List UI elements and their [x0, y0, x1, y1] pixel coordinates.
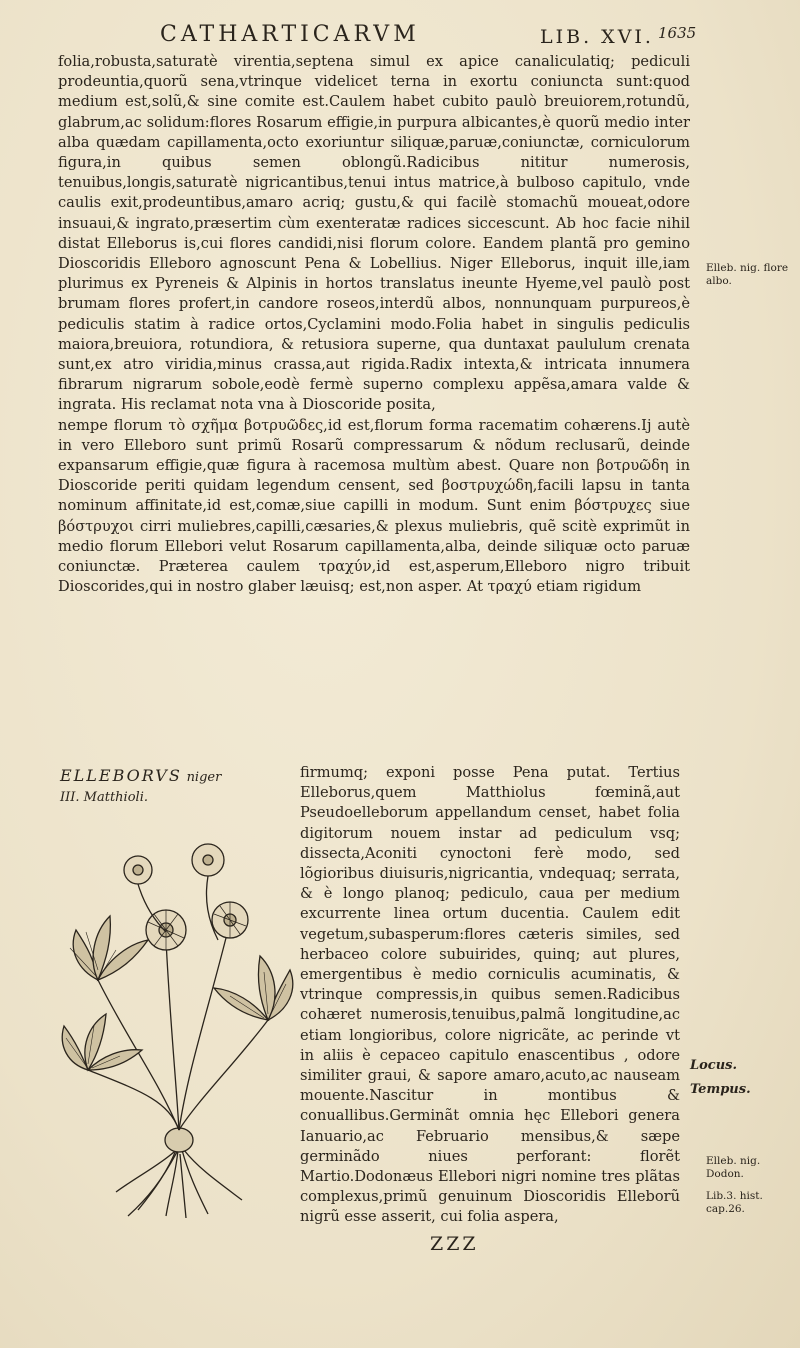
figure-caption-name: ELLEBORVS — [60, 766, 182, 785]
plant-drawing — [58, 820, 302, 1220]
running-title: CATHARTICARVM — [160, 22, 420, 47]
figure-caption — [60, 766, 290, 807]
running-header — [160, 22, 700, 52]
folio-number: 1635 — [658, 24, 697, 42]
margin-note-lib: Lib.3. hist. cap.26. — [706, 1190, 763, 1215]
hellebore-woodcut-illustration — [58, 820, 302, 1220]
figure-caption-number: III. Matthioli. — [60, 790, 148, 805]
figure-caption-qualifier: niger — [186, 770, 222, 785]
lower-text-block — [300, 763, 680, 1228]
paragraph-lower: firmumq; exponi posse Pena putat. Tertius Elleborus,quem Matthiolus fœminã,aut Pseudoelleborum appellandum censet, habet folia digitorum nouem instar ad pediculum vsq; dissecta,Aconiti cynoctoni ferè modo, sed lõgioribus diuisuris,nigricantia, vndequaq; serrata, & è longo planoq; pediculo, caua per medium excurrente linea ortum ducentia. Caulem edit vegetum,subasperum:flores cæteris similes, sed herbaceo colore subuirides, quinq; aut plures, emergentibus è medio corniculis acuminatis, & vtrinque compressis,in quibus semen.Radicibus cohæret numerosis,tenuibus,palmã longitudine,ac etiam longioribus, colore nigricãte, ac perinde vt in aliis è cepaceo capitulo enascentibus , odore similiter graui, & sapore amaro,acuto,ac nauseam mouente.Nascitur in montibus & conuallibus.Germinãt omnia hęc Ellebori genera Ianuario,ac Februario mensibus,& sæpe germinãdo niues perforant: florẽt Martio.Dodonæus Ellebori nigri nomine tres plãtas complexus,primũ genuinum Dioscoridis Elleborũ nigrũ esse asserit, cui folia aspera, — [300, 764, 680, 1226]
catchword: ZZZ — [430, 1233, 479, 1255]
main-text-block — [58, 52, 690, 597]
margin-note-flore-albo: Elleb. nig. flore albo. — [706, 262, 789, 287]
book-number: LIB. XVI. — [540, 26, 654, 48]
margin-note-locus: Locus. — [690, 1058, 738, 1073]
margin-note-dodon: Elleb. nig. Dodon. — [706, 1155, 761, 1180]
paragraph-greek: nempe florum τὸ σχῆμα βοτρυῶδες,id est,florum forma racematim cohærens.Ij autè in vero Elleboro sunt primũ Rosarũ compressarum & nõdum reclusarũ, deinde expansarum effigie,quæ figura à racemosa multùm abest. Quare non βοτρυῶδη in Dioscoride periti quidam legendum censent, sed βοστρυχώδη,facili lapsu in tanta nominum affinitate,id est,comæ,siue capilli in modum. Sunt enim βόστρυχες siue βόστρυχοι cirri muliebres,capilli,cæsaries,& plexus muliebris, quẽ scitè exprimũt in medio florum Ellebori velut Rosarum capillamenta,alba, deinde siliquæ octo paruæ coniunctæ. Præterea caulem τραχύν,id est,asperum,Elleboro nigro tribuit Dioscorides,qui in nostro glaber læuisq; est,non asper. At τραχύ etiam rigidum — [58, 416, 690, 596]
margin-note-tempus: Tempus. — [690, 1082, 751, 1097]
paragraph-top: folia,robusta,saturatè virentia,septena simul ex apice canaliculatiq; pediculi prodeuntia,quorũ sena,vtrinque videlicet terna in exortu coniuncta sunt:quod medium est,solũ,& sine comite est.Caulem habet cubito paulò breuiorem,rotundũ, glabrum,ac solidum:flores Rosarum effigie,in purpura albicantes,è quorũ medio inter alba quædam capillamenta,octo exoriuntur siliquæ,paruæ,coniunctæ, corniculorum figura,in quibus semen oblongũ.Radicibus nititur numerosis, tenuibus,longis,saturatè nigricantibus,tenui intus matrice,à bulboso capitulo, vnde caulis exit,prodeuntibus,amaro acriq; gustu,& qui facilè stomachũ moueat,odore insuaui,& ingrato,præsertim cùm exenteratæ radices siccescunt. Ab hoc facie nihil distat Elleborus is,cui flores candidi,nisi florum colore. Eandem plantã pro gemino Dioscoridis Elleboro agnoscunt Pena & Lobellius. Niger Elleborus, inquit ille,iam plurimus ex Pyreneis & Alpinis in hortos translatus ineunte Hyeme,vel paulò post brumam flores profert,in candore roseos,interdũ albos, nonnunquam purpureos,è pediculis statim à radice ortos,Cyclamini modo.Folia habet in singulis pediculis maiora,breuiora, rotundiora, & retusiora superne, qua duntaxat paululum crenata sunt,ex atro viridia,minus crassa,aut rigida.Radix intexta,& intricata innumera fibrarum nigrarum sobole,eodè fermè superno complexu appẽsa,amara valde & ingrata. His reclamat nota vna à Dioscoride posita, — [58, 53, 690, 414]
